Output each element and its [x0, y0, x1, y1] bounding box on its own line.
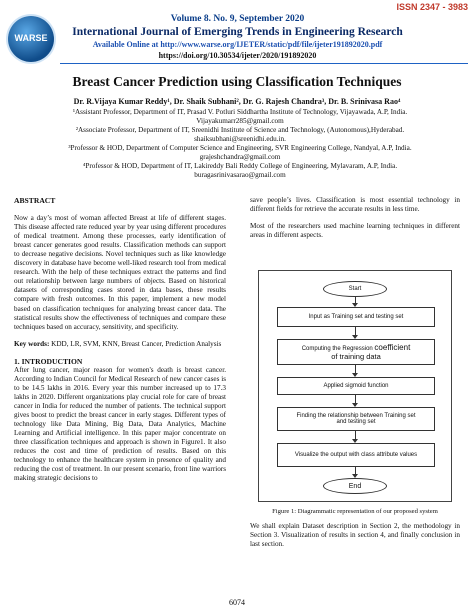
flowchart-step-visualize: Visualize the output with class attribute values: [277, 443, 435, 467]
available-online-link[interactable]: Available Online at http://www.warse.org/IJETER/static/pdf/file/ijeter191892020.pdf: [92, 40, 383, 49]
doi-link[interactable]: https://doi.org/10.30534/ijeter/2020/191892020: [158, 51, 317, 60]
volume-line: Volume 8. No. 9, September 2020: [170, 14, 305, 24]
figure-caption: Figure 1: Diagrammatic representation of our proposed system: [272, 508, 438, 515]
affiliation-2: ²Associate Professor, Department of IT, Sreenidhi Institute of Science and Technology, (Autonomous),Hyderabad. shaiksubhani@sreenidhi.edu.in.: [75, 126, 405, 143]
journal-name: International Journal of Emerging Trends in Engineering Research: [72, 26, 403, 38]
flowchart-figure: [258, 270, 452, 502]
flowchart-start: Start: [323, 281, 387, 297]
right-paragraph-3: We shall explain Dataset description in Section 2, the methodology in Section 3. Visualization of results in section 4, and finally conclusion in last section.: [250, 522, 460, 549]
right-paragraph-1: save people’s lives. Classification is most essential technology in different fields for retrieve the accurate results in less time.: [250, 196, 460, 214]
warse-logo-icon: [8, 16, 54, 62]
introduction-text: After lung cancer, major reason for women's death is breast cancer. According to Indian Council for Medical Research of new cancer cases is to be 14.5 lakhs in 2016. Every year this number increased up to 17.3 lakhs in 2020. Different organizations play crucial role for care of breast cancer in India for reduced the number of patients. The technical support gives boost to predict the breast cancer in early stages. Different types of technology like Data Mining, Big Data, Data Analytics, Machine Learning and Artificial intelligence. In this paper major concentrate on three classification techniques and approach is shown in Figure1. It also reduces the cost and time of prediction of results. Based on this technology to enhance the healthcare system in presence of quality and reducing the cost of treatment. In our present scenario, front line warriors making strategic decisions to: [14, 365, 226, 483]
flowchart-step-regression: [277, 339, 435, 365]
logo-text: WARSE: [14, 33, 48, 43]
abstract-text: Now a day’s most of woman affected Breast at life of different stages. This disease affected rate reduced year by year using different procedures of medical treatment. Among these processes, early identification of breast cancer generates good results. Classification methods can support to decrease negative decisions. Novel techniques such as like knowledge discovery in database have become well-liked research tool from medical research. With the help of these techniques extract the patterns and find out relationship between large numbers of objects. Based on historical datasets of corresponding cases stored in data bases, these results compare with fresh outcomes. In this paper, implement a new model based on classification techniques for analyzing breast cancer data. The statistical results show the effectiveness of techniques and compare these techniques based on accuracy, sensitivity, and specificity.: [14, 214, 226, 331]
flowchart-end: End: [323, 478, 387, 494]
right-column-top: [250, 196, 460, 240]
flowchart-step-input: Input as Training set and testing set: [277, 307, 435, 327]
flowchart-step-relationship: Finding the relationship between Training set and testing set: [277, 407, 435, 431]
issn-label: ISSN 2347 - 3983: [396, 2, 468, 12]
page-number: 6074: [229, 598, 245, 607]
keywords-label: Key words:: [14, 339, 50, 348]
flowchart-step-sigmoid: Applied sigmoid function: [277, 377, 435, 395]
paper-title: Breast Cancer Prediction using Classification Techniques: [72, 74, 402, 89]
affiliation-1: ¹Assistant Professor, Department of IT, Prasad V. Potluri Siddhartha Institute of Technology, Vijayawada, A.P, India. Vijayakumarr285@gmail.com: [72, 108, 408, 125]
author-list: Dr. R.Vijaya Kumar Reddy¹, Dr. Shaik Subhani², Dr. G. Rajesh Chandra³, Dr. B. Srinivasa Rao⁴: [73, 97, 401, 106]
introduction-heading: 1. INTRODUCTION: [14, 356, 83, 366]
step-regression-text: Computing the Regression: [301, 346, 375, 352]
step-regression-coefficient: coefficient: [374, 343, 411, 352]
left-column: [14, 196, 226, 483]
abstract-heading: ABSTRACT: [14, 196, 56, 205]
keywords-line: [14, 340, 226, 349]
affiliation-4: ⁴Professor & HOD, Department of IT, Lakireddy Bali Reddy College of Engineering, Mylavaram, A.P, India. buragasrinivasarao@gmail.com: [82, 162, 398, 179]
keywords-text: KDD, LR, SVM, KNN, Breast Cancer, Prediction Analysis: [49, 339, 222, 348]
header-rule: [60, 63, 468, 64]
right-paragraph-2: Most of the researchers used machine learning techniques in different areas in different aspects.: [250, 222, 460, 240]
affiliation-3: ³Professor & HOD, Department of Computer Science and Engineering, SVR Engineering College, Nandyal, A.P, India. grajeshchandra@gmail.com: [68, 144, 412, 161]
step-regression-data: of training data: [331, 352, 381, 361]
